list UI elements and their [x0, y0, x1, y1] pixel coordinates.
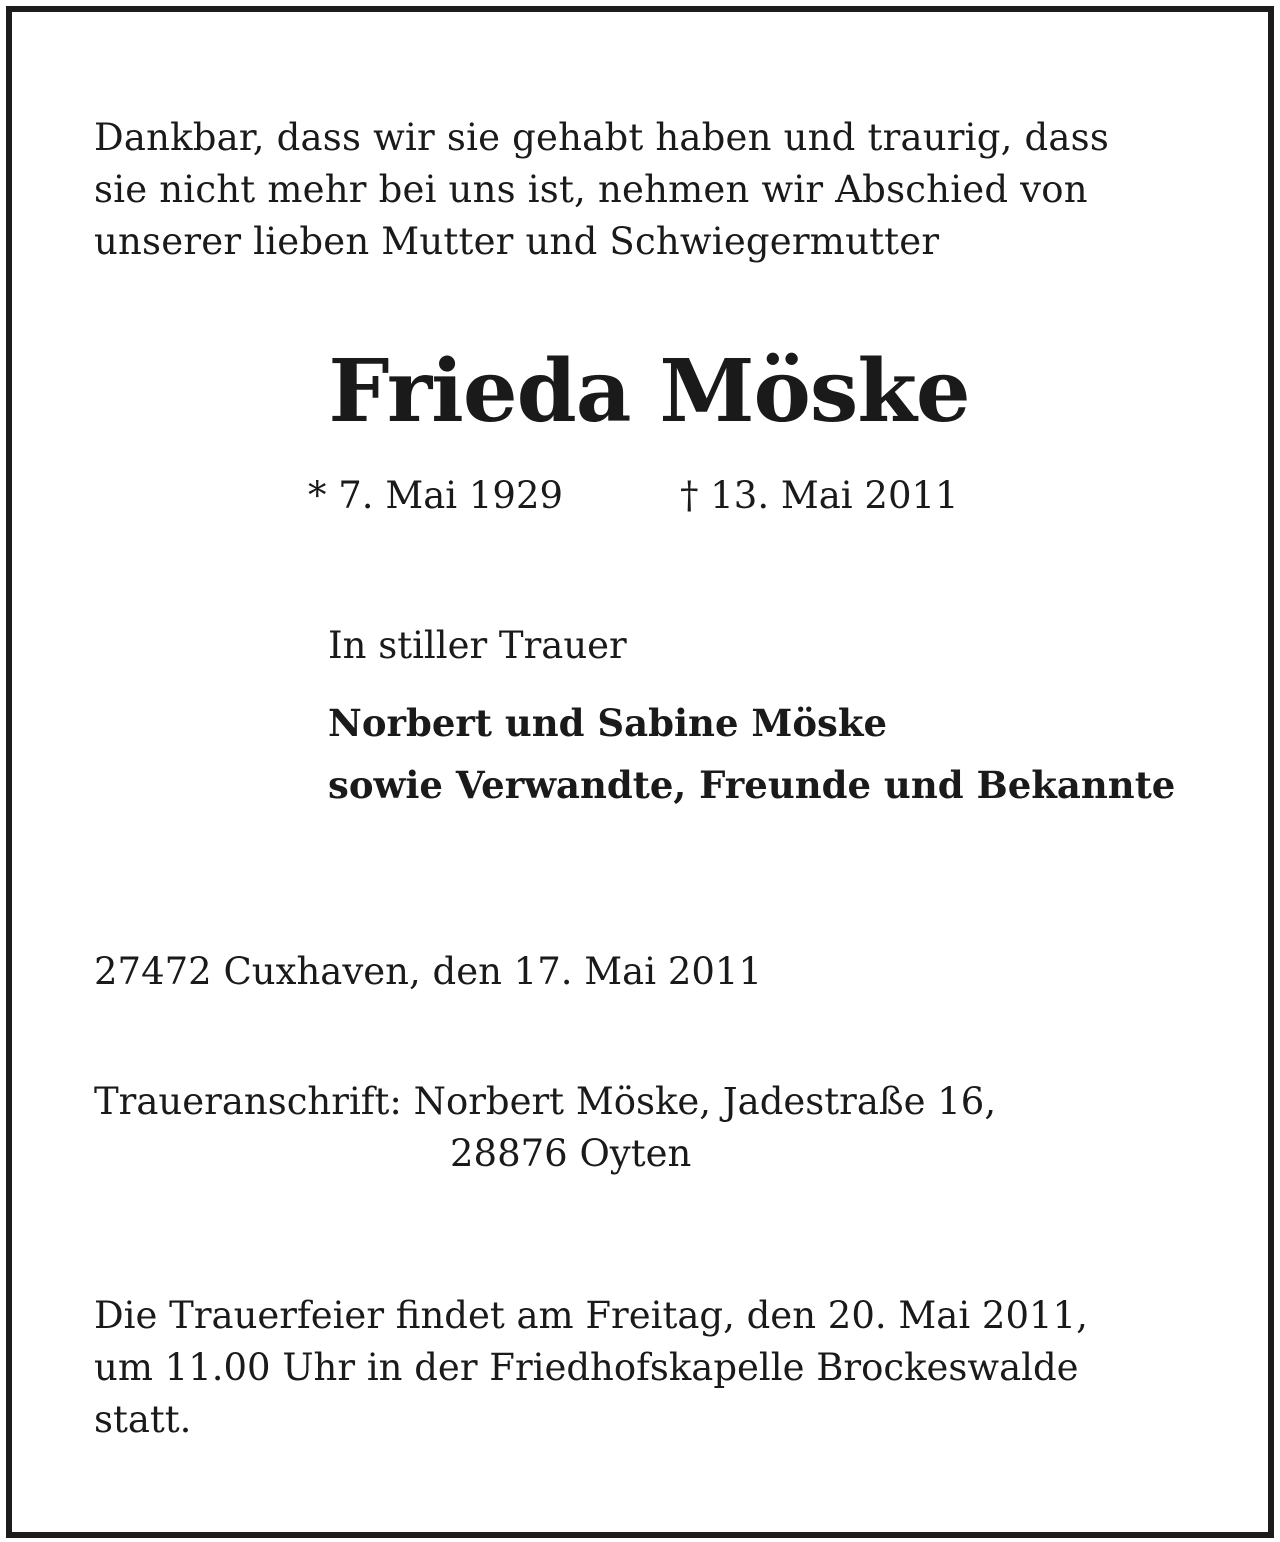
- obituary-notice: [6, 6, 1274, 1538]
- intro-line: sie nicht mehr bei uns ist, nehmen wir Abschied von: [94, 168, 1088, 211]
- mourning-phrase: In stiller Trauer: [328, 624, 627, 667]
- ceremony-line: Die Trauerfeier findet am Freitag, den 20. Mai 2011,: [94, 1294, 1088, 1337]
- death-date: † 13. Mai 2011: [680, 474, 959, 517]
- intro-line: Dankbar, dass wir sie gehabt haben und traurig, dass: [94, 116, 1110, 159]
- deceased-name: Frieda Möske: [328, 341, 970, 442]
- ceremony-line: statt.: [94, 1398, 192, 1441]
- ceremony-info: [94, 1290, 1214, 1446]
- place-and-date: 27472 Cuxhaven, den 17. Mai 2011: [94, 950, 762, 993]
- intro-line: unserer lieben Mutter und Schwiegermutter: [94, 220, 940, 263]
- ceremony-line: um 11.00 Uhr in der Friedhofskapelle Brockeswalde: [94, 1346, 1079, 1389]
- birth-date: * 7. Mai 1929: [308, 474, 564, 517]
- mourner-line: Norbert und Sabine Möske: [328, 701, 888, 745]
- address-line-2: 28876 Oyten: [450, 1132, 692, 1175]
- mourner-line: sowie Verwandte, Freunde und Bekannte: [328, 763, 1176, 807]
- mourners-list: [328, 692, 1175, 816]
- address-line-1: Traueranschrift: Norbert Möske, Jadestraße 16,: [94, 1080, 997, 1123]
- intro-text: [94, 112, 1204, 268]
- mourning-address: [94, 1076, 996, 1180]
